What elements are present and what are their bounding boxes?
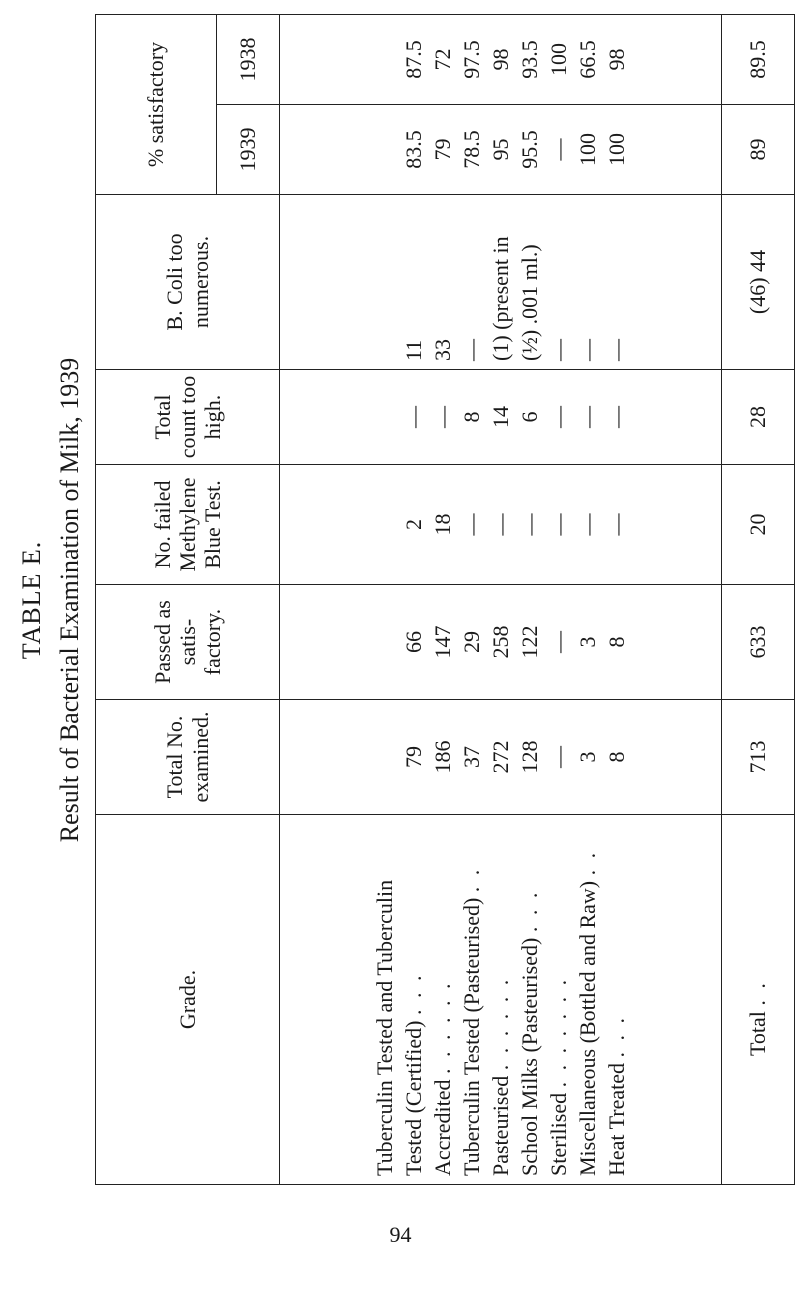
count-high-value: —: [430, 406, 455, 428]
b-coli-value: (½) .001 ml.): [517, 244, 542, 361]
table-label: TABLE E.: [17, 540, 46, 660]
page-number: 94: [389, 1222, 412, 1247]
header-total-count: Total count too high.: [96, 370, 280, 465]
grade-column: [280, 815, 722, 1185]
passed-value: 147: [430, 625, 455, 659]
b-coli-value: 11: [401, 339, 426, 361]
pct-1938-value: 100: [546, 43, 571, 76]
pct-1939-value: 83.5: [401, 130, 426, 169]
total-label-cell: [722, 815, 795, 1185]
grade-label: Sterilised . . . . . . .: [546, 976, 571, 1176]
header-b-coli: B. Coli too numerous.: [96, 195, 280, 370]
examined-value: 272: [488, 740, 513, 774]
pct-1938-value: 97.5: [459, 40, 484, 79]
grade-label: Heat Treated . . .: [604, 1014, 629, 1176]
pct-1939-value: 100: [604, 133, 629, 166]
grade-label: School Milks (Pasteurised) . . .: [517, 889, 542, 1176]
grade-label: Pasteurised . . . . . .: [488, 976, 513, 1176]
failed-column: [280, 465, 722, 585]
total-pct-1939: 89: [722, 105, 795, 195]
passed-value: 258: [488, 625, 513, 659]
pct-1938-value: 98: [604, 48, 629, 71]
pct-1939-value: —: [546, 138, 571, 161]
pct-1939-value: 95: [488, 138, 513, 161]
count-high-value: 8: [459, 411, 484, 423]
failed-value: —: [459, 513, 484, 536]
total-dots: . .: [745, 980, 770, 1006]
total-b-coli: (46) 44: [722, 195, 795, 370]
header-total-examined: Total No. examined.: [96, 700, 280, 815]
pct-1939-value: 78.5: [459, 130, 484, 169]
examined-value: 37: [459, 746, 484, 768]
count-high-value: 6: [517, 411, 542, 423]
passed-value: 8: [604, 636, 629, 648]
failed-value: 2: [401, 519, 426, 530]
total-row: [722, 14, 795, 1184]
pct-1939-column: [280, 105, 722, 195]
header-failed-methylene: No. failed Methylene Blue Test.: [96, 465, 280, 585]
pct-1938-value: 72: [430, 48, 455, 71]
total-examined: 713: [722, 700, 795, 815]
header-year-1938: 1938: [217, 14, 280, 104]
examined-value: 186: [430, 740, 455, 774]
rotated-page: [17, 15, 795, 1185]
header-passed: Passed as satis- factory.: [96, 585, 280, 700]
failed-value: 18: [430, 513, 455, 536]
pct-1938-value: 98: [488, 48, 513, 71]
pct-1938-value: 66.5: [575, 40, 600, 79]
b-coli-value: —: [575, 339, 600, 361]
count-high-value: —: [401, 406, 426, 428]
b-coli-value: —: [459, 339, 484, 361]
pct-1938-column: [280, 14, 722, 104]
header-pct-satisfactory: % satisfactory: [96, 14, 217, 194]
pct-1938-value: 87.5: [401, 40, 426, 79]
count-high-value: —: [546, 406, 571, 428]
grade-label: Tuberculin Tested and Tuberculin: [372, 879, 397, 1176]
passed-value: 29: [459, 631, 484, 653]
count-high-value: 14: [488, 406, 513, 428]
passed-value: 122: [517, 625, 542, 659]
b-coli-value: (1) (present in: [488, 236, 513, 361]
total-label: Total: [745, 1011, 770, 1056]
body-row: [280, 14, 722, 1184]
count-high-value: —: [604, 406, 629, 428]
grade-label: Tested (Certified) . . .: [401, 972, 426, 1176]
grade-label: Tuberculin Tested (Pasteurised) . .: [459, 866, 484, 1176]
examined-column: [280, 700, 722, 815]
b-coli-column: [280, 195, 722, 370]
milk-examination-table: [95, 14, 795, 1185]
pct-1938-value: 93.5: [517, 40, 542, 79]
header-year-1939: 1939: [217, 105, 280, 195]
passed-value: 3: [575, 636, 600, 648]
b-coli-value: 33: [430, 339, 455, 361]
table-title: Result of Bacterial Examination of Milk, 1939: [55, 357, 84, 843]
failed-value: —: [517, 513, 542, 536]
pct-1939-value: 79: [430, 138, 455, 161]
passed-column: [280, 585, 722, 700]
examined-value: 8: [604, 751, 629, 763]
total-failed: 20: [722, 465, 795, 585]
failed-value: —: [546, 513, 571, 536]
grade-label: Miscellaneous (Bottled and Raw) . .: [575, 849, 600, 1176]
passed-value: —: [546, 631, 571, 653]
header-grade: Grade.: [96, 815, 280, 1185]
examined-value: 128: [517, 740, 542, 774]
failed-value: —: [604, 513, 629, 536]
examined-value: 3: [575, 751, 600, 763]
count-high-column: [280, 370, 722, 465]
b-coli-value: —: [546, 339, 571, 361]
total-passed: 633: [722, 585, 795, 700]
pct-1939-value: 100: [575, 133, 600, 166]
grade-label: Accredited . . . . . .: [430, 980, 455, 1176]
count-high-value: —: [575, 406, 600, 428]
b-coli-value: —: [604, 339, 629, 361]
failed-value: —: [575, 513, 600, 536]
pct-1939-value: 95.5: [517, 130, 542, 169]
total-pct-1938: 89.5: [722, 14, 795, 104]
failed-value: —: [488, 513, 513, 536]
passed-value: 66: [401, 631, 426, 653]
examined-value: 79: [401, 746, 426, 768]
total-count-high: 28: [722, 370, 795, 465]
examined-value: —: [546, 746, 571, 768]
